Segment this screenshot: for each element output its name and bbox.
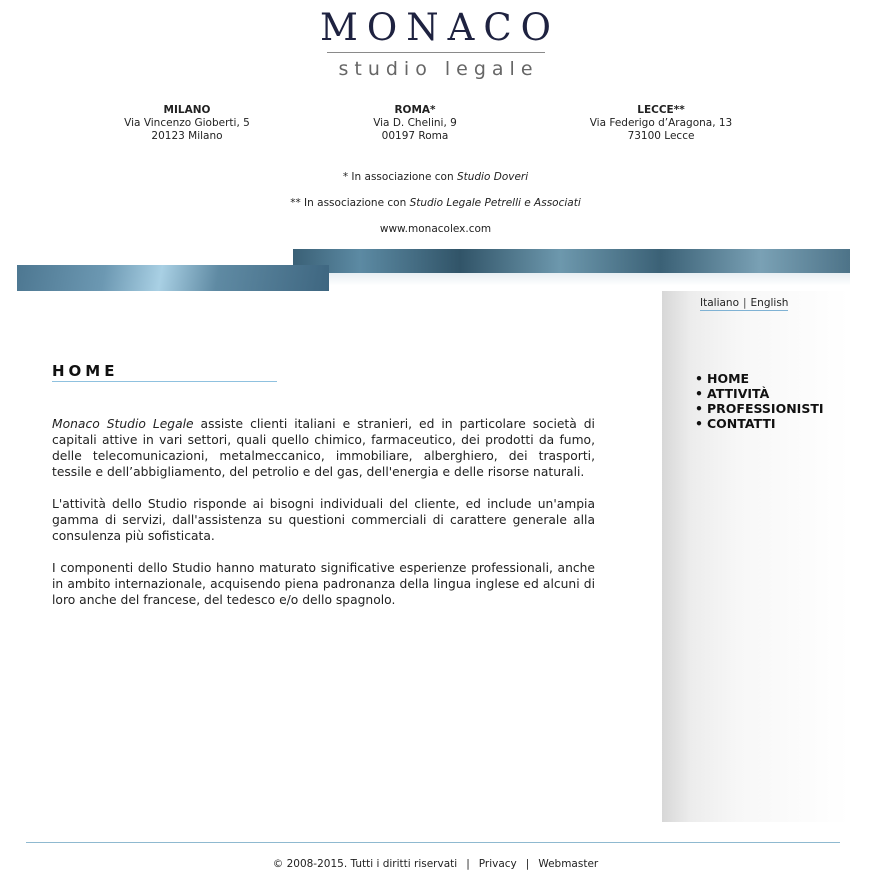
bullet-icon: • — [695, 371, 703, 386]
banner-strip-top — [293, 249, 850, 273]
content-paragraph-2: L'attività dello Studio risponde ai bisogni individuali del cliente, ed include un'ampia gamma di servizi, dall'assistenza su questioni commerciali di carattere generale alla consulenza più sofisticata. — [52, 497, 595, 543]
footer-divider — [26, 842, 840, 843]
language-switcher — [700, 297, 788, 311]
menu-item-home[interactable] — [695, 371, 824, 386]
content-paragraph-3: I componenti dello Studio hanno maturato significative esperienze professionali, anche in ambito internazionale, acquisendo piena padronanza della lingua inglese ed alcuni di loro anche del francese, del tedesco e/o dello spagnolo. — [52, 561, 595, 607]
footer-separator: | — [466, 858, 470, 870]
header-banner — [17, 249, 850, 291]
office-roma — [315, 104, 515, 143]
footer-webmaster-link[interactable]: Webmaster — [538, 858, 599, 870]
main-menu — [695, 371, 824, 431]
association-prefix: * In associazione con — [342, 171, 457, 183]
bullet-icon: • — [695, 386, 703, 401]
language-separator: | — [743, 297, 747, 309]
footer-privacy-link[interactable]: Privacy — [478, 858, 517, 870]
content-paragraph-1 — [52, 416, 595, 480]
office-zip: 00197 Roma — [381, 130, 449, 142]
association-prefix: ** In associazione con — [290, 197, 410, 209]
office-city: MILANO — [163, 104, 211, 116]
menu-item-label: ATTIVITÀ — [707, 386, 770, 401]
association-name: Studio Doveri — [456, 171, 529, 183]
banner-strip-left — [17, 265, 329, 291]
website-link[interactable]: www.monacolex.com — [379, 223, 492, 235]
footer-copyright: © 2008-2015. Tutti i diritti riservati — [272, 858, 458, 870]
firm-name: Monaco Studio Legale — [52, 417, 194, 431]
logo-subtitle: studio legale — [338, 58, 539, 80]
office-address: Via D. Chelini, 9 — [373, 117, 457, 129]
page-title: HOME — [52, 362, 277, 382]
bullet-icon: • — [695, 416, 703, 431]
office-address: Via Vincenzo Gioberti, 5 — [124, 117, 250, 129]
bullet-icon: • — [695, 401, 703, 416]
office-lecce — [561, 104, 761, 143]
banner-strip-fade — [329, 273, 850, 291]
menu-item-professionisti[interactable] — [695, 401, 824, 416]
footer — [0, 858, 871, 870]
menu-item-label: CONTATTI — [707, 416, 776, 431]
office-zip: 20123 Milano — [151, 130, 223, 142]
menu-item-contatti[interactable] — [695, 416, 824, 431]
paragraph-text: assiste clienti italiani e stranieri, ed in particolare società di capitali attive in vari settori, quali quello chimico, farmaceutico, dei prodotti da fumo, delle telecomunicazioni, metalmeccanico, immobiliare, alberghiero, dei trasporti, tessile e dell’abbigliamento, del petrolio e del gas, dell'energia e delle risorse naturali. — [52, 417, 595, 479]
office-city: LECCE** — [637, 104, 685, 116]
main-content — [52, 416, 595, 624]
office-zip: 73100 Lecce — [627, 130, 695, 142]
logo-divider — [327, 52, 545, 53]
language-italiano-link[interactable]: Italiano — [700, 297, 739, 309]
menu-item-label: HOME — [707, 371, 750, 386]
office-address: Via Federigo d’Aragona, 13 — [589, 117, 733, 129]
association-note-1 — [0, 171, 871, 183]
office-milano — [87, 104, 287, 143]
association-name: Studio Legale Petrelli e Associati — [409, 197, 581, 209]
logo-title: MONACO — [320, 6, 560, 49]
office-city: ROMA* — [394, 104, 436, 116]
menu-item-attivita[interactable] — [695, 386, 824, 401]
footer-separator: | — [525, 858, 530, 870]
association-note-2 — [0, 197, 871, 209]
language-english-link[interactable]: English — [750, 297, 789, 309]
logo — [0, 6, 871, 81]
menu-item-label: PROFESSIONISTI — [707, 401, 824, 416]
